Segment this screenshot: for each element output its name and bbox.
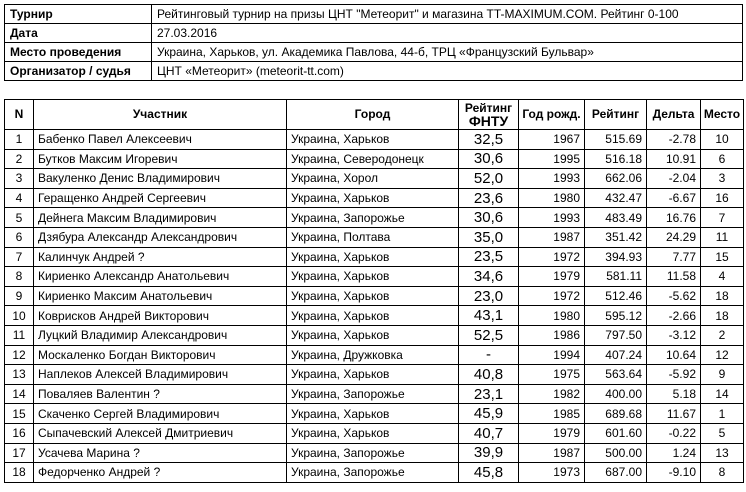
cell-number: 17	[5, 443, 34, 463]
cell-participant: Дейнега Максим Владимирович	[34, 208, 287, 228]
cell-delta: -6.67	[647, 188, 701, 208]
info-label: Турнир	[5, 5, 152, 24]
cell-participant: Наплеков Алексей Владимирович	[34, 365, 287, 385]
cell-delta: -5.92	[647, 365, 701, 385]
cell-delta: 16.76	[647, 208, 701, 228]
cell-rating: 407.24	[585, 345, 647, 365]
cell-delta: -5.62	[647, 286, 701, 306]
table-row	[5, 443, 744, 463]
cell-city: Украина, Харьков	[287, 188, 459, 208]
cell-fntu-rating: 40,7	[459, 423, 519, 443]
info-label: Дата	[5, 24, 152, 43]
cell-place: 7	[701, 208, 744, 228]
cell-fntu-rating: 23,6	[459, 188, 519, 208]
cell-place: 18	[701, 306, 744, 326]
cell-place: 12	[701, 345, 744, 365]
cell-rating: 516.18	[585, 149, 647, 169]
cell-place: 2	[701, 325, 744, 345]
cell-birth-year: 1972	[519, 247, 585, 267]
results-header-row	[5, 100, 744, 130]
cell-place: 8	[701, 463, 744, 483]
col-header-city: Город	[287, 100, 459, 130]
cell-rating: 432.47	[585, 188, 647, 208]
cell-participant: Кириенко Максим Анатольевич	[34, 286, 287, 306]
cell-fntu-rating: 34,6	[459, 267, 519, 287]
table-row	[5, 267, 744, 287]
cell-city: Украина, Харьков	[287, 130, 459, 150]
cell-participant: Кириенко Александр Анатольевич	[34, 267, 287, 287]
col-header-fntu-line1: Рейтинг	[464, 101, 513, 115]
tournament-info-table	[4, 4, 743, 81]
cell-birth-year: 1967	[519, 130, 585, 150]
cell-rating: 601.60	[585, 423, 647, 443]
cell-delta: -2.66	[647, 306, 701, 326]
cell-place: 5	[701, 423, 744, 443]
cell-city: Украина, Запорожье	[287, 443, 459, 463]
cell-rating: 394.93	[585, 247, 647, 267]
cell-place: 11	[701, 227, 744, 247]
cell-number: 5	[5, 208, 34, 228]
info-value: 27.03.2016	[152, 24, 743, 43]
table-row	[5, 423, 744, 443]
cell-delta: 11.58	[647, 267, 701, 287]
cell-city: Украина, Харьков	[287, 267, 459, 287]
table-row	[5, 247, 744, 267]
cell-birth-year: 1979	[519, 423, 585, 443]
cell-place: 1	[701, 404, 744, 424]
cell-city: Украина, Харьков	[287, 286, 459, 306]
info-value: ЦНТ «Метеорит» (meteorit-tt.com)	[152, 62, 743, 81]
cell-rating: 662.06	[585, 169, 647, 189]
cell-place: 13	[701, 443, 744, 463]
cell-number: 11	[5, 325, 34, 345]
cell-fntu-rating: 35,0	[459, 227, 519, 247]
cell-rating: 500.00	[585, 443, 647, 463]
cell-city: Украина, Харьков	[287, 404, 459, 424]
cell-city: Украина, Северодонецк	[287, 149, 459, 169]
cell-delta: 5.18	[647, 384, 701, 404]
cell-city: Украина, Полтава	[287, 227, 459, 247]
cell-number: 9	[5, 286, 34, 306]
cell-birth-year: 1993	[519, 208, 585, 228]
cell-fntu-rating: 23,1	[459, 384, 519, 404]
table-row	[5, 149, 744, 169]
info-label: Место проведения	[5, 43, 152, 62]
cell-rating: 797.50	[585, 325, 647, 345]
cell-number: 7	[5, 247, 34, 267]
cell-number: 12	[5, 345, 34, 365]
table-row	[5, 384, 744, 404]
cell-city: Украина, Харьков	[287, 247, 459, 267]
cell-rating: 512.46	[585, 286, 647, 306]
col-header-birth-year: Год рожд.	[519, 100, 585, 130]
cell-rating: 515.69	[585, 130, 647, 150]
info-row	[5, 43, 743, 62]
cell-birth-year: 1975	[519, 365, 585, 385]
info-row	[5, 24, 743, 43]
cell-participant: Сыпачевский Алексей Дмитриевич	[34, 423, 287, 443]
cell-rating: 581.11	[585, 267, 647, 287]
cell-rating: 400.00	[585, 384, 647, 404]
cell-participant: Дзябура Александр Александрович	[34, 227, 287, 247]
cell-place: 16	[701, 188, 744, 208]
cell-rating: 687.00	[585, 463, 647, 483]
cell-fntu-rating: 52,5	[459, 325, 519, 345]
cell-birth-year: 1995	[519, 149, 585, 169]
cell-birth-year: 1987	[519, 227, 585, 247]
table-row	[5, 463, 744, 483]
cell-participant: Поваляев Валентин ?	[34, 384, 287, 404]
cell-delta: -2.78	[647, 130, 701, 150]
cell-number: 2	[5, 149, 34, 169]
cell-fntu-rating: -	[459, 345, 519, 365]
cell-fntu-rating: 40,8	[459, 365, 519, 385]
cell-city: Украина, Запорожье	[287, 463, 459, 483]
cell-birth-year: 1994	[519, 345, 585, 365]
table-row	[5, 404, 744, 424]
cell-delta: -3.12	[647, 325, 701, 345]
table-row	[5, 306, 744, 326]
cell-fntu-rating: 43,1	[459, 306, 519, 326]
cell-birth-year: 1980	[519, 188, 585, 208]
results-table	[4, 99, 744, 483]
cell-city: Украина, Харьков	[287, 325, 459, 345]
info-value: Украина, Харьков, ул. Академика Павлова, 44-б, ТРЦ «Французский Бульвар»	[152, 43, 743, 62]
cell-delta: 24.29	[647, 227, 701, 247]
info-value: Рейтинговый турнир на призы ЦНТ "Метеорит" и магазина TT-MAXIMUM.COM. Рейтинг 0-100	[152, 5, 743, 24]
cell-number: 18	[5, 463, 34, 483]
cell-delta: 10.64	[647, 345, 701, 365]
cell-place: 14	[701, 384, 744, 404]
table-row	[5, 345, 744, 365]
cell-birth-year: 1987	[519, 443, 585, 463]
cell-participant: Геращенко Андрей Сергеевич	[34, 188, 287, 208]
cell-fntu-rating: 23,0	[459, 286, 519, 306]
col-header-fntu-line2: ФНТУ	[468, 113, 509, 129]
info-row	[5, 62, 743, 81]
cell-rating: 689.68	[585, 404, 647, 424]
cell-birth-year: 1985	[519, 404, 585, 424]
cell-number: 8	[5, 267, 34, 287]
cell-birth-year: 1993	[519, 169, 585, 189]
cell-delta: -2.04	[647, 169, 701, 189]
cell-participant: Луцкий Владимир Александрович	[34, 325, 287, 345]
cell-rating: 483.49	[585, 208, 647, 228]
cell-participant: Калинчук Андрей ?	[34, 247, 287, 267]
cell-rating: 563.64	[585, 365, 647, 385]
cell-number: 10	[5, 306, 34, 326]
table-row	[5, 325, 744, 345]
table-row	[5, 169, 744, 189]
col-header-delta: Дельта	[647, 100, 701, 130]
cell-delta: 10.91	[647, 149, 701, 169]
table-row	[5, 286, 744, 306]
cell-fntu-rating: 32,5	[459, 130, 519, 150]
cell-city: Украина, Запорожье	[287, 384, 459, 404]
cell-participant: Усачева Марина ?	[34, 443, 287, 463]
table-row	[5, 130, 744, 150]
col-header-number: N	[5, 100, 34, 130]
cell-birth-year: 1973	[519, 463, 585, 483]
cell-number: 15	[5, 404, 34, 424]
cell-place: 18	[701, 286, 744, 306]
cell-birth-year: 1980	[519, 306, 585, 326]
cell-participant: Федорченко Андрей ?	[34, 463, 287, 483]
cell-participant: Вакуленко Денис Владимирович	[34, 169, 287, 189]
cell-place: 6	[701, 149, 744, 169]
cell-participant: Коврисков Андрей Викторович	[34, 306, 287, 326]
col-header-rating: Рейтинг	[585, 100, 647, 130]
cell-number: 14	[5, 384, 34, 404]
cell-city: Украина, Запорожье	[287, 208, 459, 228]
cell-participant: Бабенко Павел Алексеевич	[34, 130, 287, 150]
cell-participant: Скаченко Сергей Владимирович	[34, 404, 287, 424]
cell-delta: 7.77	[647, 247, 701, 267]
cell-fntu-rating: 30,6	[459, 149, 519, 169]
cell-city: Украина, Харьков	[287, 423, 459, 443]
cell-fntu-rating: 52,0	[459, 169, 519, 189]
cell-birth-year: 1982	[519, 384, 585, 404]
cell-place: 9	[701, 365, 744, 385]
cell-rating: 595.12	[585, 306, 647, 326]
cell-birth-year: 1986	[519, 325, 585, 345]
cell-place: 3	[701, 169, 744, 189]
cell-number: 6	[5, 227, 34, 247]
cell-place: 15	[701, 247, 744, 267]
cell-birth-year: 1972	[519, 286, 585, 306]
cell-fntu-rating: 45,8	[459, 463, 519, 483]
table-row	[5, 365, 744, 385]
cell-city: Украина, Хорол	[287, 169, 459, 189]
col-header-participant: Участник	[34, 100, 287, 130]
info-row	[5, 5, 743, 24]
table-row	[5, 188, 744, 208]
cell-number: 13	[5, 365, 34, 385]
cell-number: 4	[5, 188, 34, 208]
cell-participant: Москаленко Богдан Викторович	[34, 345, 287, 365]
col-header-place: Место	[701, 100, 744, 130]
cell-city: Украина, Дружковка	[287, 345, 459, 365]
cell-city: Украина, Харьков	[287, 365, 459, 385]
table-row	[5, 208, 744, 228]
cell-number: 1	[5, 130, 34, 150]
cell-delta: 11.67	[647, 404, 701, 424]
table-row	[5, 227, 744, 247]
cell-place: 4	[701, 267, 744, 287]
cell-delta: 1.24	[647, 443, 701, 463]
col-header-fntu-rating	[459, 100, 519, 130]
cell-number: 3	[5, 169, 34, 189]
cell-birth-year: 1979	[519, 267, 585, 287]
cell-participant: Бутков Максим Игоревич	[34, 149, 287, 169]
info-label: Организатор / судья	[5, 62, 152, 81]
cell-number: 16	[5, 423, 34, 443]
cell-fntu-rating: 23,5	[459, 247, 519, 267]
cell-fntu-rating: 30,6	[459, 208, 519, 228]
cell-city: Украина, Харьков	[287, 306, 459, 326]
cell-place: 10	[701, 130, 744, 150]
cell-fntu-rating: 39,9	[459, 443, 519, 463]
cell-delta: -9.10	[647, 463, 701, 483]
cell-fntu-rating: 45,9	[459, 404, 519, 424]
cell-delta: -0.22	[647, 423, 701, 443]
cell-rating: 351.42	[585, 227, 647, 247]
